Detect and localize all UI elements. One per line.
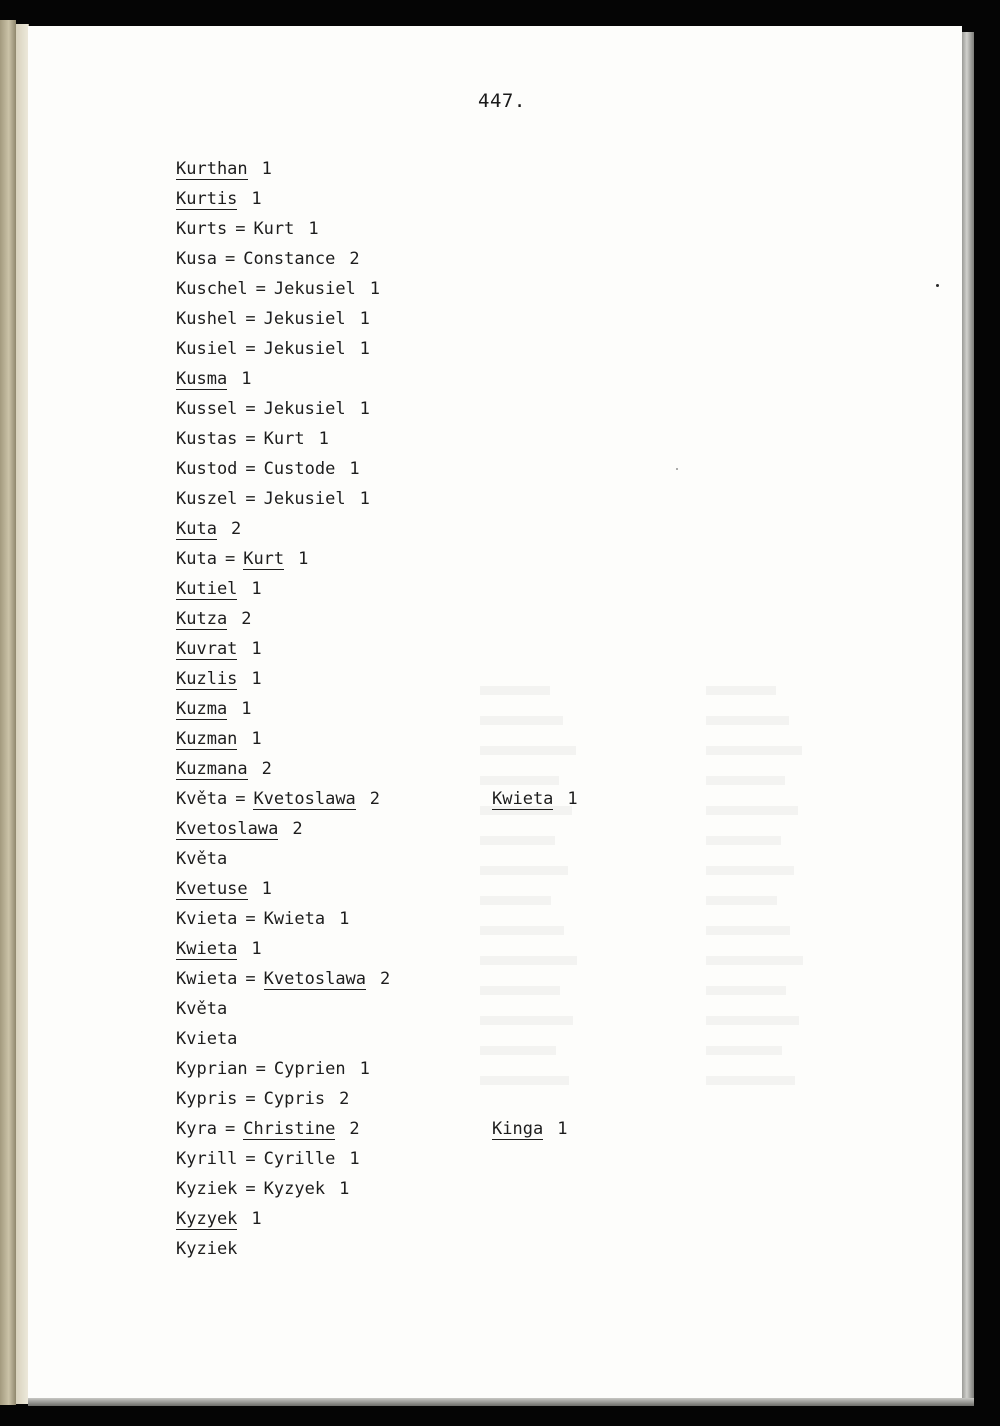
bleed-mark <box>706 956 803 965</box>
bleed-mark <box>480 1046 556 1055</box>
name-underlined: Kusma <box>176 369 228 389</box>
name-text: Jekusiel <box>273 279 356 299</box>
entry-count: 1 <box>308 219 319 239</box>
name-text: Cyprien <box>273 1059 346 1079</box>
entry-count: 1 <box>318 429 329 449</box>
entry-count: 1 <box>339 909 350 929</box>
entry-count: 1 <box>298 549 309 569</box>
equals-sign: = <box>224 249 236 269</box>
entry-count: 1 <box>359 309 370 329</box>
bleed-mark <box>706 1076 795 1085</box>
equals-sign: = <box>255 279 266 299</box>
equals-sign: = <box>245 429 256 449</box>
bleed-mark <box>480 716 563 725</box>
name-text: Jekusiel <box>263 339 346 359</box>
name-underlined: Kutza <box>176 609 228 629</box>
index-entry <box>176 904 390 934</box>
secondary-entry <box>492 784 578 814</box>
index-entry <box>176 514 390 544</box>
name-text: Kyprian <box>176 1059 248 1079</box>
entry-count: 1 <box>369 279 381 299</box>
index-entry <box>176 634 390 664</box>
name-text: Kyrill <box>176 1149 238 1169</box>
name-text: Jekusiel <box>263 489 346 509</box>
bleed-mark <box>706 1016 799 1025</box>
name-underlined: Kuta <box>176 519 217 539</box>
index-entry <box>176 574 390 604</box>
secondary-entry <box>492 1114 567 1144</box>
index-entry <box>176 844 390 874</box>
name-text: Jekusiel <box>263 309 346 329</box>
entry-count: 1 <box>359 339 370 359</box>
entry-count: 1 <box>251 1209 262 1229</box>
name-text: Kuszel <box>176 489 238 509</box>
index-entry <box>176 154 390 184</box>
equals-sign: = <box>224 549 236 569</box>
entry-count: 2 <box>261 759 272 779</box>
equals-sign: = <box>255 1059 266 1079</box>
name-text: Kurt <box>253 219 295 239</box>
entry-count: 1 <box>359 489 370 509</box>
bleed-mark <box>480 746 576 755</box>
index-entry <box>176 724 390 754</box>
index-entry <box>176 664 390 694</box>
index-entry <box>176 784 578 814</box>
entry-count: 1 <box>251 639 262 659</box>
name-text: Květa <box>176 999 228 1019</box>
index-entry <box>176 994 390 1024</box>
index-entry <box>176 454 390 484</box>
bleed-mark <box>706 746 802 755</box>
equals-sign: = <box>245 1089 256 1109</box>
equals-sign: = <box>245 399 256 419</box>
bleed-mark <box>706 926 790 935</box>
index-entry <box>176 1204 390 1234</box>
entry-count: 2 <box>230 519 242 539</box>
index-entry <box>176 214 390 244</box>
name-underlined: Kvetoslawa <box>263 969 367 989</box>
name-underlined: Kvetoslawa <box>253 789 356 809</box>
name-underlined: Kuzma <box>176 699 228 719</box>
name-underlined: Kuzmana <box>176 759 248 779</box>
bleed-mark <box>706 716 789 725</box>
entry-count: 1 <box>251 579 262 599</box>
bleed-mark <box>706 896 777 905</box>
entry-count: 1 <box>241 699 252 719</box>
page-number: 447. <box>478 90 526 112</box>
name-text: Kussel <box>176 399 238 419</box>
entry-count: 1 <box>261 159 272 179</box>
index-entry <box>176 394 390 424</box>
name-text: Kyra <box>176 1119 217 1139</box>
bleed-mark <box>480 686 550 695</box>
page-stack-bottom <box>28 1398 974 1406</box>
name-text: Kvieta <box>176 909 238 929</box>
equals-sign: = <box>245 339 256 359</box>
bleed-mark <box>706 776 785 785</box>
equals-sign: = <box>224 1119 236 1139</box>
name-text: Cyrille <box>263 1149 336 1169</box>
name-underlined: Kwieta <box>176 939 238 959</box>
name-text: Kvieta <box>176 1029 238 1049</box>
name-text: Kuschel <box>176 279 248 299</box>
entry-count: 1 <box>339 1179 350 1199</box>
index-entry <box>176 814 390 844</box>
name-text: Kypris <box>176 1089 238 1109</box>
entry-count: 2 <box>339 1089 350 1109</box>
name-text: Kurt <box>263 429 305 449</box>
entry-count: 1 <box>349 1149 360 1169</box>
entry-count: 2 <box>380 969 391 989</box>
bleed-mark <box>706 986 786 995</box>
equals-sign: = <box>245 489 256 509</box>
name-text: Kusiel <box>176 339 238 359</box>
name-text: Kustas <box>176 429 238 449</box>
index-entry <box>176 1234 390 1264</box>
bleed-mark <box>480 896 551 905</box>
entry-count: 1 <box>251 939 262 959</box>
name-text: Květa <box>176 849 228 869</box>
entry-count: 1 <box>567 789 578 809</box>
name-index-list <box>176 154 578 1264</box>
equals-sign: = <box>245 1179 256 1199</box>
bleed-mark <box>480 1076 569 1085</box>
name-text: Kyziek <box>176 1239 238 1259</box>
name-text: Kuta <box>176 549 217 569</box>
name-text: Kyzyek <box>263 1179 326 1199</box>
bleed-mark <box>706 686 776 695</box>
index-entry <box>176 874 390 904</box>
equals-sign: = <box>235 219 246 239</box>
index-entry <box>176 1024 390 1054</box>
name-underlined: Kurt <box>243 549 285 569</box>
name-underlined: Christine <box>243 1119 336 1139</box>
entry-count: 1 <box>261 879 272 899</box>
name-text: Kwieta <box>176 969 238 989</box>
name-text: Kurts <box>176 219 228 239</box>
index-entry <box>176 694 390 724</box>
bleed-mark <box>480 836 555 845</box>
index-entry <box>176 1144 390 1174</box>
equals-sign: = <box>245 459 256 479</box>
index-entry <box>176 424 390 454</box>
index-entry <box>176 184 390 214</box>
equals-sign: = <box>235 789 246 809</box>
entry-count: 2 <box>349 249 360 269</box>
index-entry <box>176 1054 390 1084</box>
bleed-mark <box>706 866 794 875</box>
equals-sign: = <box>245 909 256 929</box>
index-entry <box>176 934 390 964</box>
equals-sign: = <box>245 969 256 989</box>
index-entry <box>176 604 390 634</box>
index-entry <box>176 364 390 394</box>
entry-count: 2 <box>292 819 303 839</box>
index-entry <box>176 274 390 304</box>
paper-speck <box>676 468 678 470</box>
entry-count: 1 <box>359 399 370 419</box>
page-stack-shadow <box>962 32 974 1398</box>
entry-count: 1 <box>349 459 360 479</box>
name-underlined: Kvetoslawa <box>176 819 279 839</box>
name-text: Cypris <box>263 1089 326 1109</box>
entry-count: 2 <box>241 609 252 629</box>
index-entry <box>176 1114 568 1144</box>
bleed-mark <box>706 836 781 845</box>
name-underlined: Kinga <box>492 1119 544 1139</box>
name-underlined: Kyzyek <box>176 1209 238 1229</box>
bleed-mark <box>706 806 798 815</box>
bleed-mark <box>480 1016 573 1025</box>
book-spine <box>0 20 16 1405</box>
entry-count: 2 <box>349 1119 360 1139</box>
name-text: Custode <box>263 459 336 479</box>
index-entry <box>176 544 390 574</box>
name-text: Kushel <box>176 309 238 329</box>
entry-count: 1 <box>359 1059 370 1079</box>
name-underlined: Kuzman <box>176 729 238 749</box>
index-entry <box>176 304 390 334</box>
index-entry <box>176 754 390 784</box>
name-underlined: Kurtis <box>176 189 238 209</box>
index-entry <box>176 1084 390 1114</box>
name-text: Constance <box>243 249 336 269</box>
entry-count: 1 <box>241 369 252 389</box>
document-page <box>28 26 962 1398</box>
name-underlined: Kuzlis <box>176 669 238 689</box>
name-text: Kusa <box>176 249 217 269</box>
bleed-mark <box>480 956 577 965</box>
name-text: Kwieta <box>263 909 326 929</box>
bleed-mark <box>706 1046 782 1055</box>
equals-sign: = <box>245 1149 256 1169</box>
entry-count: 1 <box>557 1119 568 1139</box>
name-underlined: Kwieta <box>492 789 554 809</box>
entry-count: 1 <box>251 189 262 209</box>
name-text: Kyziek <box>176 1179 238 1199</box>
bleed-mark <box>480 926 564 935</box>
index-entry <box>176 244 390 274</box>
name-underlined: Kutiel <box>176 579 238 599</box>
name-underlined: Kuvrat <box>176 639 238 659</box>
entry-count: 1 <box>251 669 262 689</box>
index-entry <box>176 1174 390 1204</box>
index-entry <box>176 334 390 364</box>
name-text: Květa <box>176 789 228 809</box>
name-text: Jekusiel <box>263 399 346 419</box>
bleed-mark <box>480 866 568 875</box>
index-entry <box>176 484 390 514</box>
index-entry <box>176 964 390 994</box>
bleed-mark <box>480 986 560 995</box>
paper-speck <box>936 284 939 287</box>
name-text: Kustod <box>176 459 238 479</box>
name-underlined: Kurthan <box>176 159 248 179</box>
entry-count: 2 <box>369 789 381 809</box>
equals-sign: = <box>245 309 256 329</box>
entry-count: 1 <box>251 729 262 749</box>
name-underlined: Kvetuse <box>176 879 248 899</box>
